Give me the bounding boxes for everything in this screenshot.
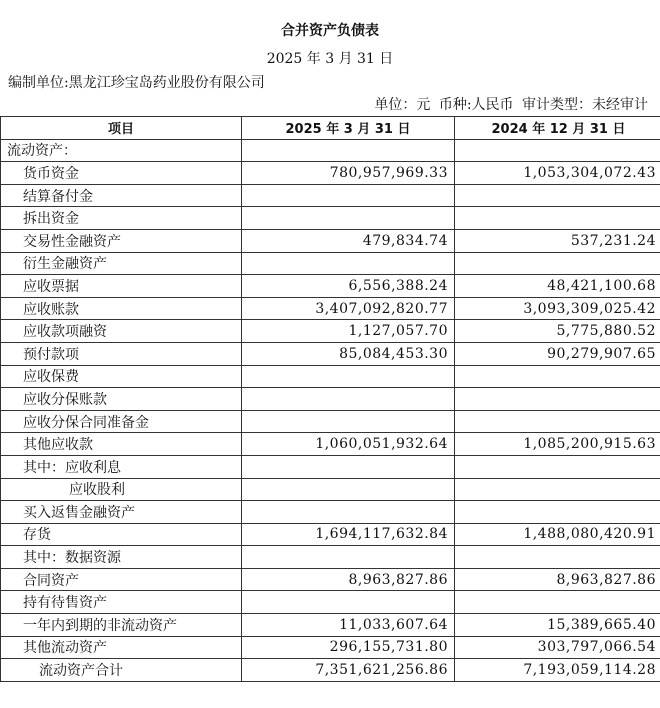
row-value-current: 479,834.74 — [242, 229, 455, 252]
row-item-label: 存货 — [1, 523, 242, 546]
table-row — [1, 388, 660, 411]
table-row — [1, 184, 660, 207]
audit-type-label: 审计类型：未经审计 — [522, 97, 648, 113]
column-header-item: 项目 — [1, 117, 242, 140]
row-value-current — [242, 207, 455, 230]
row-value-current — [242, 184, 455, 207]
row-item-label: 买入返售金融资产 — [1, 501, 242, 524]
row-item-label: 流动资产合计 — [1, 659, 242, 682]
row-value-previous: 7,193,059,114.28 — [455, 659, 660, 682]
row-value-current — [242, 546, 455, 569]
row-value-previous: 5,775,880.52 — [455, 320, 660, 343]
row-value-previous: 303,797,066.54 — [455, 636, 660, 659]
row-value-previous — [455, 207, 660, 230]
table-row — [1, 229, 660, 252]
table-row — [1, 478, 660, 501]
row-value-previous — [455, 501, 660, 524]
row-value-current: 7,351,621,256.86 — [242, 659, 455, 682]
table-row — [1, 568, 660, 591]
row-value-current: 3,407,092,820.77 — [242, 297, 455, 320]
row-value-previous: 15,389,665.40 — [455, 614, 660, 637]
row-item-label: 应收股利 — [1, 478, 242, 501]
row-item-label: 应收分保账款 — [1, 388, 242, 411]
row-value-previous: 1,085,200,915.63 — [455, 433, 660, 456]
row-item-label: 交易性金融资产 — [1, 229, 242, 252]
row-value-previous: 48,421,100.68 — [455, 275, 660, 298]
company-name: 编制单位:黑龙江珍宝岛药业股份有限公司 — [8, 75, 265, 91]
table-row — [1, 252, 660, 275]
row-item-label: 其中：应收利息 — [1, 455, 242, 478]
row-value-current: 1,127,057.70 — [242, 320, 455, 343]
report-date: 2025 年 3 月 31 日 — [266, 51, 394, 67]
row-value-current: 11,033,607.64 — [242, 614, 455, 637]
row-value-current — [242, 455, 455, 478]
row-item-label: 应收票据 — [1, 275, 242, 298]
column-header-current: 2025 年 3 月 31 日 — [242, 117, 455, 140]
table-row — [1, 501, 660, 524]
table-row — [1, 546, 660, 569]
unit-label: 单位：元 — [374, 97, 431, 113]
table-row — [1, 410, 660, 433]
row-item-label: 衍生金融资产 — [1, 252, 242, 275]
table-row — [1, 297, 660, 320]
row-item-label: 应收分保合同准备金 — [1, 410, 242, 433]
row-value-previous: 90,279,907.65 — [455, 342, 660, 365]
row-value-current: 6,556,388.24 — [242, 275, 455, 298]
table-row — [1, 275, 660, 298]
report-meta — [370, 94, 648, 114]
currency-label: 币种:人民币 — [438, 97, 514, 113]
table-row — [1, 636, 660, 659]
table-header-row — [1, 117, 660, 140]
row-item-label: 应收账款 — [1, 297, 242, 320]
row-value-previous — [455, 591, 660, 614]
column-header-previous: 2024 年 12 月 31 日 — [455, 117, 660, 140]
row-value-current — [242, 501, 455, 524]
row-item-label: 应收保费 — [1, 365, 242, 388]
row-value-previous — [455, 365, 660, 388]
table-row — [1, 342, 660, 365]
row-value-current — [242, 591, 455, 614]
table-row — [1, 523, 660, 546]
row-value-previous — [455, 184, 660, 207]
row-value-current — [242, 139, 455, 162]
row-value-previous — [455, 252, 660, 275]
row-value-current — [242, 252, 455, 275]
row-value-current: 780,957,969.33 — [242, 162, 455, 185]
row-item-label: 拆出资金 — [1, 207, 242, 230]
row-value-current: 296,155,731.80 — [242, 636, 455, 659]
row-item-label: 其中：数据资源 — [1, 546, 242, 569]
table-row — [1, 591, 660, 614]
row-item-label: 应收款项融资 — [1, 320, 242, 343]
row-item-label: 其他应收款 — [1, 433, 242, 456]
table-row — [1, 433, 660, 456]
row-item-label: 一年内到期的非流动资产 — [1, 614, 242, 637]
row-value-previous — [455, 139, 660, 162]
table-row — [1, 139, 660, 162]
row-value-previous — [455, 410, 660, 433]
table-row — [1, 659, 660, 682]
row-value-current — [242, 388, 455, 411]
row-value-previous — [455, 478, 660, 501]
row-value-previous — [455, 388, 660, 411]
row-value-previous: 1,488,080,420.91 — [455, 523, 660, 546]
table-row — [1, 455, 660, 478]
table-body — [1, 139, 660, 681]
row-value-previous: 8,963,827.86 — [455, 568, 660, 591]
row-item-label: 结算备付金 — [1, 184, 242, 207]
row-item-label: 其他流动资产 — [1, 636, 242, 659]
row-value-previous: 537,231.24 — [455, 229, 660, 252]
row-value-current: 1,694,117,632.84 — [242, 523, 455, 546]
row-value-previous — [455, 455, 660, 478]
document-title: 合并资产负债表 — [281, 23, 379, 39]
table-row — [1, 614, 660, 637]
row-value-current: 85,084,453.30 — [242, 342, 455, 365]
table-row — [1, 162, 660, 185]
row-item-label: 持有待售资产 — [1, 591, 242, 614]
row-value-previous: 3,093,309,025.42 — [455, 297, 660, 320]
table-row — [1, 207, 660, 230]
row-value-previous: 1,053,304,072.43 — [455, 162, 660, 185]
row-item-label: 合同资产 — [1, 568, 242, 591]
row-value-previous — [455, 546, 660, 569]
row-value-current — [242, 410, 455, 433]
row-value-current: 8,963,827.86 — [242, 568, 455, 591]
row-value-current — [242, 365, 455, 388]
table-row — [1, 320, 660, 343]
row-item-label: 货币资金 — [1, 162, 242, 185]
row-item-label: 预付款项 — [1, 342, 242, 365]
table-row — [1, 365, 660, 388]
balance-sheet-table — [0, 116, 660, 682]
row-value-current: 1,060,051,932.64 — [242, 433, 455, 456]
row-value-current — [242, 478, 455, 501]
row-item-label: 流动资产： — [1, 139, 242, 162]
